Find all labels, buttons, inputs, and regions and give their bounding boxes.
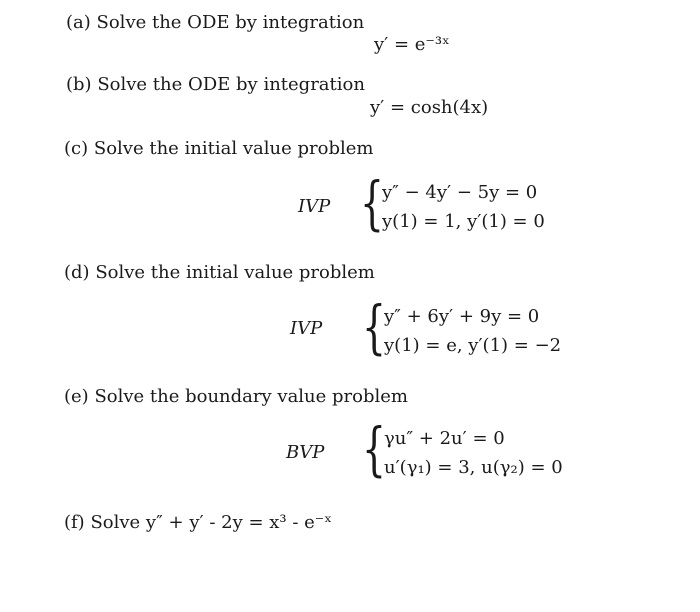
problem-d-label [64, 262, 375, 284]
problem-f-label [64, 512, 332, 534]
equation-a [374, 34, 450, 56]
left-brace-icon: { [360, 169, 384, 237]
ivp-tag-d: IVP [290, 318, 323, 339]
equation-e-line-1: γu″ + 2u′ = 0 [384, 428, 505, 449]
problem-e-label [64, 386, 408, 408]
equation-b [370, 97, 488, 119]
equation-c-line-1: y″ − 4y′ − 5y = 0 [382, 182, 538, 203]
equation-a-text: y′ = e⁻³ˣ [374, 34, 450, 55]
problem-c-text: Solve the initial value problem [93, 138, 374, 159]
equation-system-c [360, 169, 600, 240]
bvp-tag-e: BVP [286, 442, 325, 463]
problem-a-text: Solve the ODE by integration [96, 12, 365, 33]
problem-b-marker: (b) [66, 74, 92, 95]
equation-d-line-2: y(1) = e, y′(1) = −2 [384, 335, 562, 356]
left-brace-icon: { [362, 293, 386, 361]
problem-c-marker: (c) [64, 138, 89, 159]
problem-f-marker: (f) [64, 512, 85, 533]
problem-a-label [66, 12, 364, 34]
problem-e-text: Solve the boundary value problem [94, 386, 408, 407]
equation-c-line-2: y(1) = 1, y′(1) = 0 [382, 211, 545, 232]
equation-e-line-2: u′(γ₁) = 3, u(γ₂) = 0 [384, 457, 563, 478]
problem-a-marker: (a) [66, 12, 91, 33]
equation-d-line-1: y″ + 6y′ + 9y = 0 [384, 306, 540, 327]
problem-e-marker: (e) [64, 386, 89, 407]
equation-system-e [362, 415, 602, 486]
equation-system-d [362, 293, 602, 364]
problem-d-marker: (d) [64, 262, 90, 283]
problem-f-text: Solve y″ + y′ - 2y = x³ - e⁻ˣ [90, 512, 332, 533]
problem-d-text: Solve the initial value problem [95, 262, 375, 283]
equation-b-text: y′ = cosh(4x) [370, 97, 489, 118]
problem-b-label [66, 74, 365, 96]
ivp-tag-c: IVP [298, 196, 331, 217]
problem-c-label [64, 138, 373, 160]
left-brace-icon: { [362, 415, 386, 483]
problem-b-text: Solve the ODE by integration [97, 74, 365, 95]
